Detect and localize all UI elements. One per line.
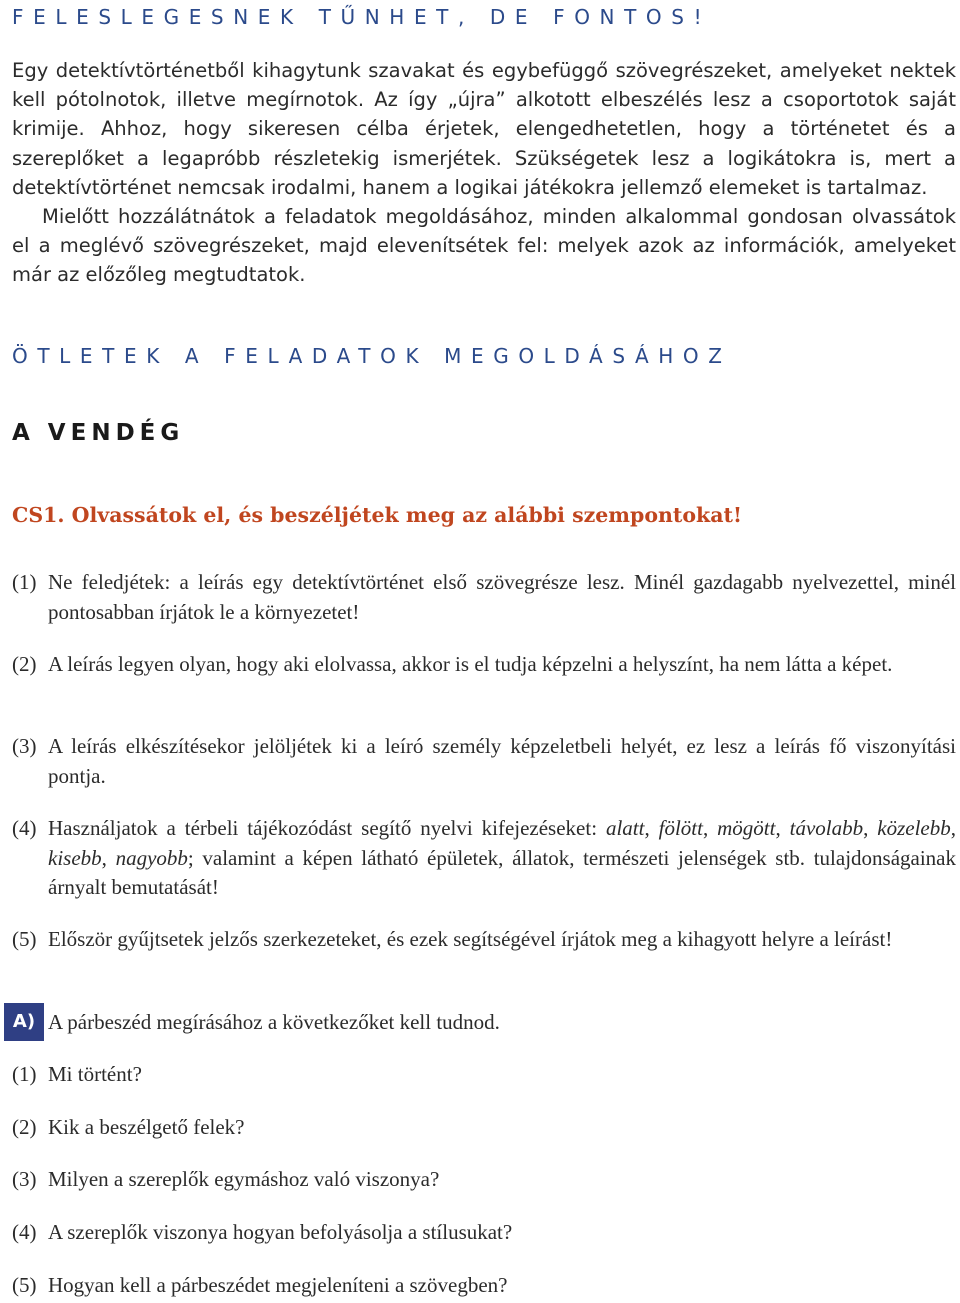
- section-title: ÖTLETEK A FELADATOK MEGOLDÁSÁHOZ: [12, 344, 732, 368]
- page-title: FELESLEGESNEK TŰNHET, DE FONTOS!: [12, 5, 712, 29]
- question-item-5: [12, 1271, 956, 1301]
- intro-text: [12, 56, 956, 290]
- question-text: Kik a beszélgető felek?: [48, 1115, 245, 1139]
- question-text: Milyen a szereplők egymáshoz való viszonya?: [48, 1167, 440, 1191]
- example-word: kisebb: [48, 845, 102, 870]
- question-text: Hogyan kell a párbeszédet megjeleníteni a szövegben?: [48, 1273, 508, 1297]
- task-item-4: [12, 814, 956, 903]
- part-a-badge: A): [4, 1003, 44, 1041]
- question-item-4: [12, 1218, 956, 1248]
- item-number: (5): [12, 927, 37, 951]
- item-number: (4): [12, 816, 37, 840]
- item-text: Ne feledjétek: a leírás egy detektívtörténet első szövegrésze lesz. Minél gazdagabb nyelvezettel, minél pontosabban írjátok le a környezetet!: [48, 570, 956, 624]
- question-text: A szereplők viszonya hogyan befolyásolja a stílusukat?: [48, 1220, 513, 1244]
- task-heading: CS1. Olvassátok el, és beszéljétek meg az alábbi szempontokat!: [12, 503, 743, 527]
- item-number: (2): [12, 652, 37, 676]
- intro-paragraph-2: Mielőtt hozzálátnátok a feladatok megoldásához, minden alkalommal gondosan olvassátok el a meglévő szövegrészeket, majd elevenítsétek fel: melyek azok az információk, amelyeket már az előzőleg megtudtatok.: [12, 205, 956, 287]
- question-text: Mi történt?: [48, 1062, 142, 1086]
- task-item-3: [12, 732, 956, 791]
- item-text-pre: Használjatok a térbeli tájékozódást segítő nyelvi kifejezéseket:: [48, 816, 606, 840]
- question-number: (3): [12, 1167, 37, 1191]
- question-number: (1): [12, 1062, 37, 1086]
- example-word: fölött: [658, 816, 703, 840]
- item-number: (1): [12, 570, 37, 594]
- item-number: (3): [12, 734, 37, 758]
- question-item-2: [12, 1113, 956, 1143]
- item-text-post: ; valamint a képen látható épületek, állatok, természeti jelenségek stb. tulajdonságainak árnyalt bemutatását!: [48, 845, 956, 899]
- item-text: A leírás legyen olyan, hogy aki elolvassa, akkor is el tudja képzelni a helyszínt, ha nem látta a képet.: [48, 652, 893, 676]
- question-number: (2): [12, 1115, 37, 1139]
- task-item-5: [12, 925, 956, 955]
- question-number: (4): [12, 1220, 37, 1244]
- example-word: alatt: [605, 816, 645, 840]
- example-word: mögött: [717, 816, 776, 840]
- subsection-title: A VENDÉG: [12, 420, 185, 446]
- part-a-intro-text: A párbeszéd megírásához a következőket kell tudnod.: [48, 1010, 500, 1034]
- example-word: nagyobb: [115, 845, 188, 870]
- item-text: Először gyűjtsetek jelzős szerkezeteket, és ezek segítségével írjátok meg a kihagyott helyre a leírást!: [48, 927, 893, 951]
- part-a-intro: [12, 1003, 956, 1041]
- question-item-1: [12, 1060, 956, 1090]
- item-text: A leírás elkészítésekor jelöljétek ki a leíró személy képzeletbeli helyét, ez lesz a leírás fő viszonyítási pontja.: [48, 734, 956, 788]
- task-item-1: [12, 568, 956, 627]
- question-number: (5): [12, 1273, 37, 1297]
- question-item-3: [12, 1165, 956, 1195]
- task-item-2: [12, 650, 956, 680]
- example-word: közelebb: [877, 816, 951, 840]
- intro-paragraph-1: Egy detektívtörténetből kihagytunk szavakat és egybefüggő szövegrészeket, amelyeket nektek kell pótolnotok, illetve megírnotok. Az így „újra” alkotott elbeszélés lesz a csoportotok saját krimije. Ahhoz, hogy sikeresen célba érjetek, elengedhetetlen, hogy a történetet és a szereplőket a legapróbb részletekig ismerjétek. Szükségetek lesz a logikátokra is, mert a detektívtörténet nemcsak irodalmi, hanem a logikai játékokra jellemző elemeket is tartalmaz.: [12, 59, 956, 199]
- item-text: Használjatok a térbeli tájékozódást segítő nyelvi kifejezéseket: alatt, fölött, mögött, távolabb, közelebb, kisebb, nagyobb; valamint a képen látható épületek, állatok, természeti jelenségek stb. tulajdonságainak árnyalt bemutatását!: [48, 816, 957, 899]
- example-word: távolabb: [789, 816, 864, 840]
